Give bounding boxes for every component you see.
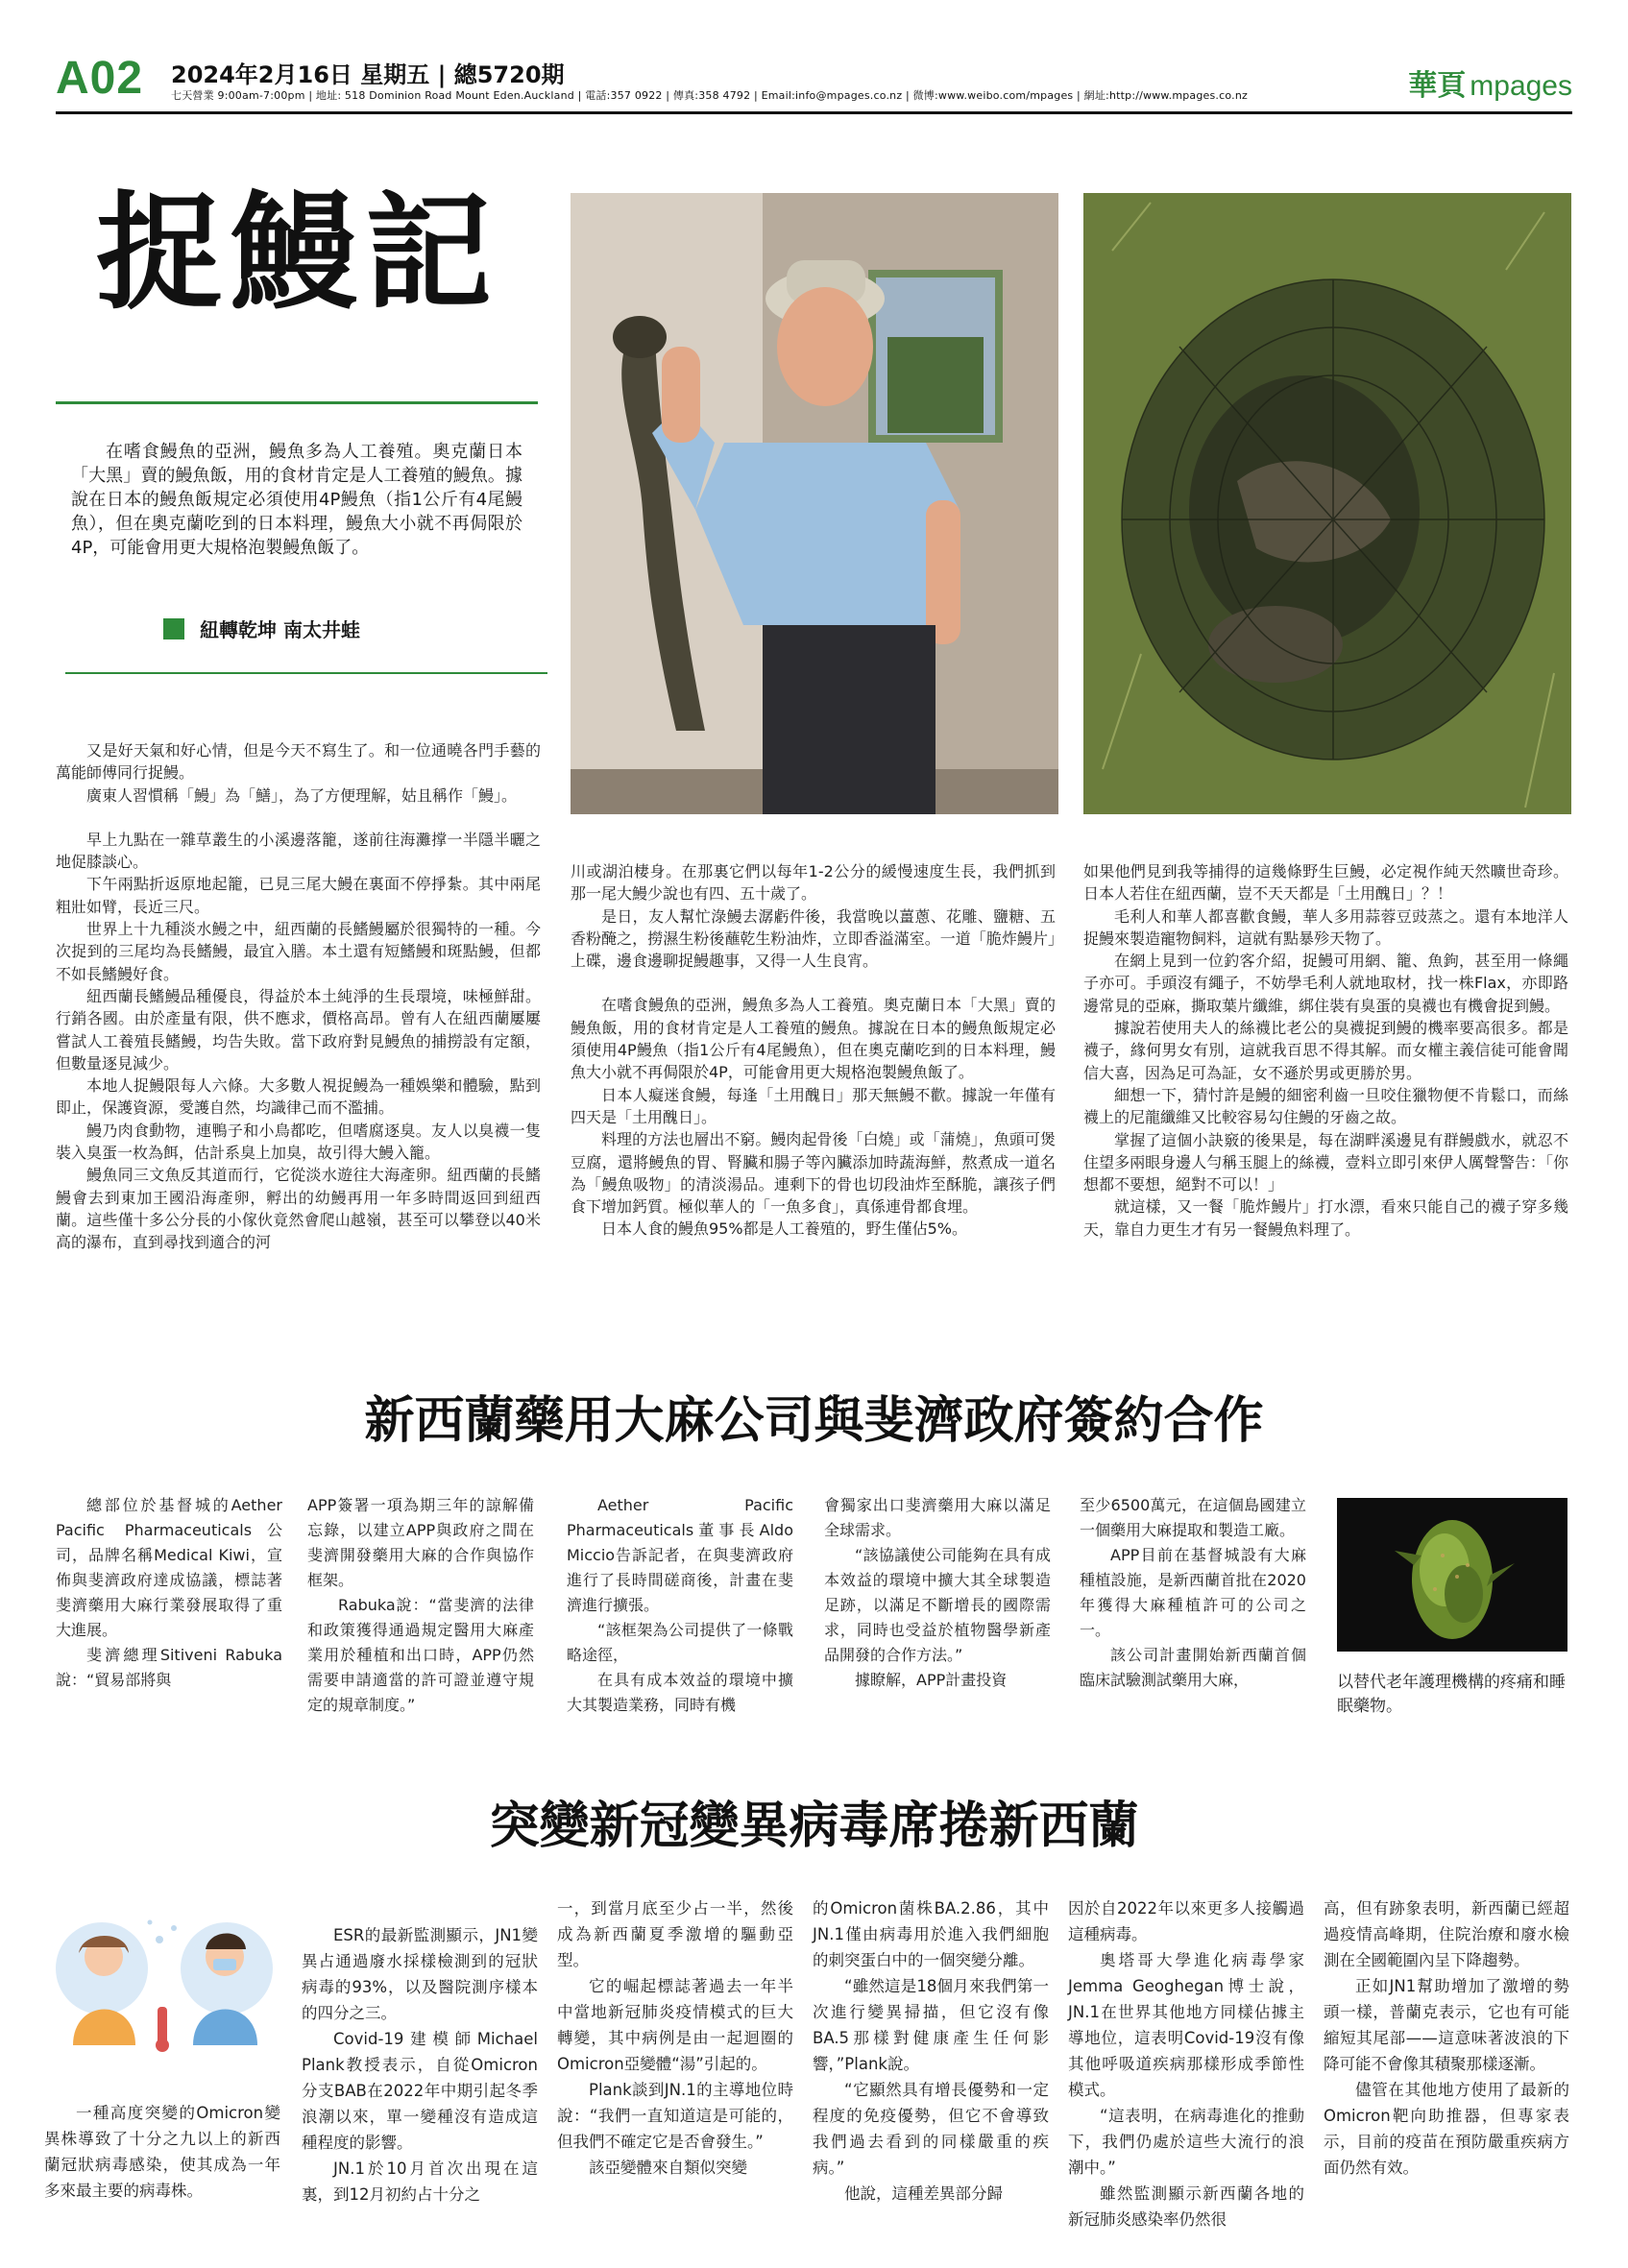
header-divider — [56, 111, 1572, 114]
covid-column-3 — [557, 1895, 793, 2181]
cannabis-paragraph: 至少6500萬元，在這個島國建立一個藥用大麻提取和製造工廠。 — [1080, 1496, 1306, 1539]
page-number: A02 — [56, 53, 144, 104]
feature-paragraph: 鰻乃肉食動物，連鴨子和小鳥都吃，但嗜腐逐臭。友人以臭襪一隻裝入臭蛋一枚為餌，估計系臭上加臭，故引得大鰻入籠。 — [56, 1121, 541, 1163]
feature-column-3 — [1083, 860, 1568, 1241]
contact-info-line: 七天營業 9:00am-7:00pm | 地址: 518 Dominion Road Mount Eden.Auckland | 電話:357 0922 | 傳真:358 4792 | Email:info@mpages.co.nz | 微博:www.weibo.com/mpages | 網址:http://www.mpages.co.nz — [171, 89, 1248, 102]
covid-paragraph: 因於自2022年以來更多人接觸過這種病毒。 — [1068, 1899, 1304, 1943]
covid-paragraph: JN.1於10月首次出現在這裏，到12月初約占十分之 — [302, 2159, 538, 2204]
feature-paragraph: 如果他們見到我等捕得的這幾條野生巨鰻，必定視作純天然曠世奇珍。日本人若住在紐西蘭，豈不天天都是「土用醜日」？！ — [1083, 862, 1568, 904]
mpages-logo — [1408, 61, 1572, 104]
covid-paragraph: 的Omicron菌株BA.2.86，其中JN.1僅由病毒用於進入我們細胞的刺突蛋白中的一個突變分離。 — [813, 1899, 1049, 1969]
feature-lead-bottom-rule — [65, 672, 547, 674]
covid-paragraph: 一種高度突變的Omicron變異株導致了十分之九以上的新西蘭冠狀病毒感染，使其成為一年多來最主要的病毒株。 — [44, 2104, 280, 2200]
covid-column-1 — [44, 2100, 280, 2204]
covid-paragraph: 正如JN1幫助增加了激增的勢頭一樣，普蘭克表示，它也有可能縮短其尾部——這意味著波浪的下降可能不會像其積聚那樣逐漸。 — [1324, 1977, 1569, 2073]
covid-paragraph: “這表明，在病毒進化的推動下，我們仍處於這些大流行的浪潮中。” — [1068, 2107, 1304, 2177]
covid-headline: 突變新冠變異病毒席捲新西蘭 — [489, 1798, 1139, 1855]
cannabis-paragraph: 據瞭解，APP計畫投資 — [855, 1671, 1008, 1689]
feature-paragraph: 廣東人習慣稱「鰻」為「鱔」，為了方便理解，姑且稱作「鰻」。 — [86, 785, 518, 805]
covid-paragraph: 高，但有跡象表明，新西蘭已經超過疫情高峰期，住院治療和廢水檢測在全國範圍內呈下降趨勢。 — [1324, 1899, 1569, 1969]
feature-paragraph: 早上九點在一雜草叢生的小溪邊落籠，遂前往海灘撑一半隱半曬之地促膝談心。 — [56, 830, 541, 872]
feature-paragraph: 紐西蘭長鰭鰻品種優良，得益於本土純淨的生長環境，味極鮮甜。行銷各國。由於產量有限，供不應求，價格高昂。曾有人在紐西蘭屢屢嘗試人工養殖長鰭鰻，均告失敗。當下政府對見鰻魚的捕撈設有定額，但數量逐見減少。 — [56, 986, 541, 1073]
cannabis-paragraph: 斐濟總理Sitiveni Rabuka說：“貿易部將與 — [56, 1646, 282, 1689]
covid-column-2 — [302, 1922, 538, 2208]
feature-paragraph: 日本人癡迷食鰻，每逢「土用醜日」那天無鰻不歡。據說一年僅有四天是「土用醜日」。 — [571, 1085, 1056, 1126]
feature-lead-top-rule — [56, 401, 538, 404]
cannabis-paragraph: Aether Pacific Pharmaceuticals董事長Aldo Miccio告訴記者，在與斐濟政府進行了長時間磋商後，計畫在斐濟進行擴張。 — [567, 1496, 793, 1614]
cannabis-paragraph: “該框架為公司提供了一條戰略途徑， — [567, 1621, 793, 1664]
feature-paragraph: 是日，友人幫忙淥鰻去潺虧件後，我當晚以薑蔥、花雕、鹽糖、五香粉醃之，撈濕生粉後蘸乾生粉油炸，立即香溢滿室。一道「脆炸鰻片」上碟，邊食邊聊捉鰻趣事，又得一人生良宵。 — [571, 906, 1056, 971]
cannabis-column-5 — [1080, 1493, 1306, 1693]
feature-paragraph: 毛利人和華人都喜歡食鰻，華人多用蒜蓉豆豉蒸之。還有本地洋人捉鰻來製造寵物飼料，這就有點暴殄天物了。 — [1083, 906, 1568, 948]
covid-paragraph: 儘管在其他地方使用了最新的Omicron靶向助推器，但專家表示，目前的疫苗在預防嚴重疾病方面仍然有效。 — [1324, 2081, 1569, 2177]
covid-paragraph: Plank談到JN.1的主導地位時說：“我們一直知道這是可能的，但我們不確定它是否會發生。” — [557, 2081, 793, 2151]
feature-paragraph: 據說若使用夫人的絲襪比老公的臭襪捉到鰻的機率要高很多。都是襪子，緣何男女有別，這就我百思不得其解。而女權主義信徒可能會聞信大喜，因為足可為証，女不遜於男或更勝於男。 — [1083, 1019, 1568, 1082]
cannabis-column-1 — [56, 1493, 282, 1693]
covid-paragraph: 該亞變體來自類似突變 — [589, 2159, 747, 2177]
issue-date-line: 2024年2月16日 星期五 | 總5720期 — [171, 61, 565, 88]
feature-paragraph: 在嗜食鰻魚的亞洲，鰻魚多為人工養殖。奧克蘭日本「大黑」賣的鰻魚飯，用的食材肯定是人工養殖的鰻魚。據說在日本的鰻魚飯規定必須使用4P鰻魚（指1公斤有4尾鰻魚），但在奧克蘭吃到的日本料理，鰻魚大小就不再侷限於4P，可能會用更大規格泡製鰻魚飯了。 — [571, 996, 1056, 1082]
feature-paragraph: 本地人捉鰻限每人六條。大多數人視捉鰻為一種娛樂和體驗，點到即止，保護資源，愛護自然，均識律己而不濫捕。 — [56, 1076, 541, 1118]
feature-paragraph: 下午兩點折返原地起籠，已見三尾大鰻在裏面不停掙紮。其中兩尾粗壯如臂，長近三尺。 — [56, 875, 541, 916]
eel-trap-photo — [1083, 193, 1571, 814]
feature-column-2 — [571, 860, 1056, 1241]
covid-column-5 — [1068, 1895, 1304, 2232]
feature-headline: 捉鰻記 — [96, 179, 499, 327]
cannabis-column-2 — [307, 1493, 534, 1718]
covid-paragraph: 它的崛起標誌著過去一年半中當地新冠肺炎疫情模式的巨大轉變，其中病例是由一起迴圈的Omicron亞變體“湯”引起的。 — [557, 1977, 793, 2073]
brand-english-name: mpages — [1470, 70, 1572, 102]
cannabis-paragraph: Rabuka說：“當斐濟的法律和政策獲得通過規定醫用大麻產業用於種植和出口時，APP仍然需要申請適當的許可證並遵守規定的規章制度。” — [307, 1596, 534, 1714]
covid-paragraph: 他說，這種差異部分歸 — [844, 2184, 1003, 2203]
brand-chinese-name: 華頁 — [1408, 69, 1467, 103]
feature-paragraph: 在網上見到一位釣客介紹，捉鰻可用網、籠、魚鉤，甚至用一條繩子亦可。手頭沒有繩子，不妨學毛利人就地取材，找一株Flax，亦即路邊常見的亞麻，撕取葉片纖維，綁住裝有臭蛋的臭襪也有機會捉到鰻。 — [1083, 952, 1568, 1015]
cannabis-paragraph: 會獨家出口斐濟藥用大麻以滿足全球需求。 — [824, 1496, 1051, 1539]
feature-paragraph: 川或湖泊棲身。在那裏它們以每年1-2公分的緩慢速度生長，我們抓到那一尾大鰻少說也有四、五十歲了。 — [571, 862, 1056, 904]
feature-lead-paragraph: 在嗜食鰻魚的亞洲，鰻魚多為人工養殖。奧克蘭日本「大黑」賣的鰻魚飯，用的食材肯定是人工養殖的鰻魚。據說在日本的鰻魚飯規定必須使用4P鰻魚（指1公斤有4尾鰻魚），但在奧克蘭吃到的日本料理，鰻魚大小就不再侷限於4P，可能會用更大規格泡製鰻魚飯了。 — [71, 442, 522, 558]
feature-paragraph: 料理的方法也層出不窮。鰻肉起骨後「白燒」或「蒲燒」，魚頭可煲豆腐，還將鰻魚的胃、腎臟和腸子等內臟添加時蔬海鮮，熬煮成一道名為「鰻魚吸物」的清淡湯品。連剩下的骨也切段油炸至酥脆，讓孩子們食下增加鈣質。極似華人的「一魚多食」，真係連骨都食埋。 — [571, 1130, 1056, 1217]
cannabis-paragraph: 該公司計畫開始新西蘭首個臨床試驗測試藥用大麻， — [1080, 1646, 1306, 1689]
feature-paragraph: 細想一下，猜忖許是鰻的細密利齒一旦咬住獵物便不肯鬆口，而絲襪上的尼龍纖維又比較容易勾住鰻的牙齒之故。 — [1083, 1085, 1568, 1127]
feature-paragraph: 就這樣，又一餐「脆炸鰻片」打水漂，看來只能自己的襪子穿多幾天，靠自力更生才有另一餐鰻魚料理了。 — [1083, 1197, 1568, 1239]
covid-paragraph: 雖然監測顯示新西蘭各地的新冠肺炎感染率仍然很 — [1068, 2184, 1304, 2229]
covid-paragraph: “雖然這是18個月來我們第一次進行變異掃描，但它沒有像BA.5那樣對健康產生任何影響，”Plank說。 — [813, 1977, 1049, 2073]
feature-paragraph: 掌握了這個小訣竅的後果是，每在湖畔溪邊見有群鰻戲水，就忍不住望多兩眼身邊人勻稱玉腿上的絲襪，壹料立即引來伊人厲聲警告：「你想都不要想，絕對不可以！」 — [1083, 1130, 1568, 1194]
sick-people-illustration — [44, 1901, 284, 2074]
cannabis-paragraph: 在具有成本效益的環境中擴大其製造業務，同時有機 — [567, 1671, 793, 1714]
feature-paragraph: 世界上十九種淡水鰻之中，紐西蘭的長鰭鰻屬於很獨特的一種。今次捉到的三尾均為長鰭鰻，最宜入膳。本土還有短鰭鰻和斑點鰻，但都不如長鰭鰻好食。 — [56, 920, 541, 983]
man-holding-eel-photo — [571, 193, 1058, 814]
covid-column-6 — [1324, 1895, 1569, 2181]
covid-column-4 — [813, 1895, 1049, 2207]
cannabis-paragraph: APP簽署一項為期三年的諒解備忘錄，以建立APP與政府之間在斐濟開發藥用大麻的合作與協作框架。 — [307, 1496, 534, 1589]
cannabis-photo-caption: 以替代老年護理機構的疼痛和睡眠藥物。 — [1337, 1673, 1566, 1716]
covid-paragraph: “它顯然具有增長優勢和一定程度的免疫優勢，但它不會導致我們過去看到的同樣嚴重的疾病。” — [813, 2081, 1049, 2177]
cannabis-column-4 — [824, 1493, 1051, 1693]
feature-paragraph: 日本人食的鰻魚95%都是人工養殖的，野生僅佔5%。 — [601, 1219, 967, 1239]
cannabis-headline: 新西蘭藥用大麻公司與斐濟政府簽約合作 — [364, 1392, 1264, 1450]
covid-paragraph: ESR的最新監測顯示，JN1變異占通過廢水採樣檢測到的冠狀病毒的93%，以及醫院測序樣本的四分之三。 — [302, 1926, 538, 2022]
cannabis-paragraph: 總部位於基督城的Aether Pacific Pharmaceuticals公司，品牌名稱Medical Kiwi，宣佈與斐濟政府達成協議，標誌著斐濟藥用大麻行業發展取得了重大進展。 — [56, 1496, 282, 1639]
cannabis-bud-photo — [1337, 1498, 1567, 1652]
byline — [163, 615, 360, 642]
covid-paragraph: Covid-19建模師Michael Plank教授表示，自從Omicron分支BAB在2022年中期引起冬季浪潮以來，單一變種沒有造成這種程度的影響。 — [302, 2030, 538, 2152]
feature-paragraph: 鰻魚同三文魚反其道而行，它從淡水遊往大海產卵。紐西蘭的長鰭鰻會去到東加王國沿海產卵，孵出的幼鰻再用一年多時間返回到紐西蘭。這些僅十多公分長的小傢伙竟然會爬山越嶺，甚至可以攀登以40米高的瀑布，直到尋找到適合的河 — [56, 1166, 541, 1252]
cannabis-paragraph: “該協議使公司能夠在具有成本效益的環境中擴大其全球製造足跡，以滿足不斷增長的國際需求，同時也受益於植物醫學新產品開發的合作方法。” — [824, 1546, 1051, 1664]
cannabis-paragraph: APP目前在基督城設有大麻種植設施，是新西蘭首批在2020年獲得大麻種植許可的公司之一。 — [1080, 1546, 1306, 1639]
feature-paragraph: 又是好天氣和好心情，但是今天不寫生了。和一位通曉各門手藝的萬能師傅同行捉鰻。 — [56, 741, 541, 783]
feature-column-1 — [56, 739, 541, 1254]
byline-text: 紐轉乾坤 南太井蛙 — [200, 618, 360, 641]
covid-paragraph: 奧塔哥大學進化病毒學家Jemma Geoghegan博士說，JN.1在世界其他地方同樣佔據主導地位，這表明Covid-19沒有像其他呼吸道疾病那樣形成季節性模式。 — [1068, 1951, 1304, 2099]
covid-paragraph: 一，到當月底至少占一半，然後成為新西蘭夏季激增的驅動亞型。 — [557, 1899, 793, 1969]
cannabis-column-3 — [567, 1493, 793, 1718]
byline-square-icon — [163, 618, 184, 639]
